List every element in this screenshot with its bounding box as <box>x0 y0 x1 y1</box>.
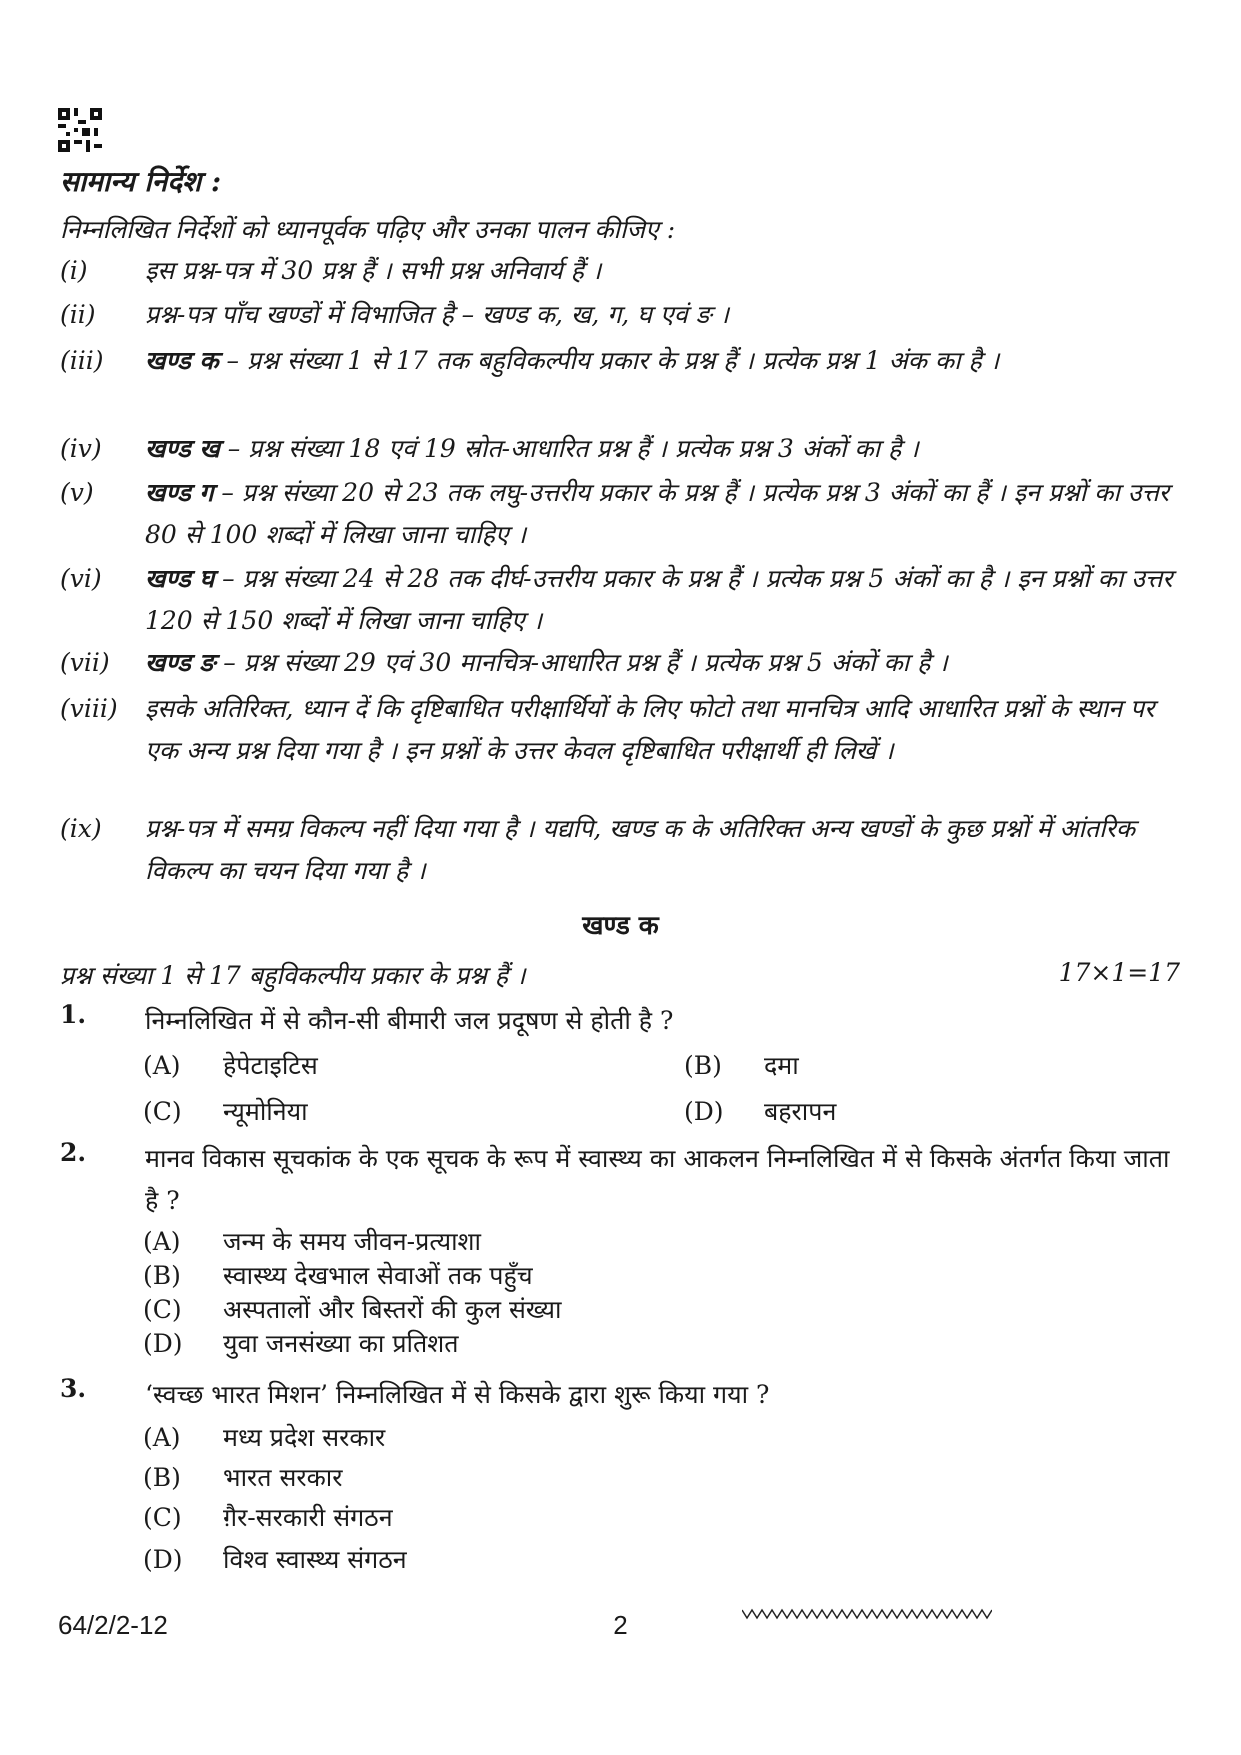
question-3-option-d: (D) विश्व स्वास्थ्य संगठन <box>143 1545 407 1574</box>
instruction-item: (ii) प्रश्न-पत्र पाँच खण्डों में विभाजित है – खण्ड क, ख, ग, घ एवं ङ । <box>60 300 729 329</box>
question-2-option-b: (B) स्वास्थ्य देखभाल सेवाओं तक पहुँच <box>143 1261 533 1290</box>
question-2: 2. मानव विकास सूचकांक के एक सूचक के रूप में स्वास्थ्य का आकलन निम्नलिखित में से किसके अंतर्गत किया जाता है ? <box>60 1138 1170 1215</box>
instruction-item: (v) खण्ड ग – प्रश्न संख्या 20 से 23 तक लघु-उत्तरीय प्रकार के प्रश्न हैं । प्रत्येक प्रश्न 3 अंकों का हैं । इन प्रश्नों का उत्तर 80 से 100 शब्दों में लिखा जाना चाहिए । <box>60 478 1169 549</box>
question-2-option-a: (A) जन्म के समय जीवन-प्रत्याशा <box>143 1227 482 1256</box>
question-3-option-a: (A) मध्य प्रदेश सरकार <box>143 1423 386 1452</box>
instruction-item: (iii) खण्ड क – प्रश्न संख्या 1 से 17 तक बहुविकल्पीय प्रकार के प्रश्न हैं । प्रत्येक प्रश्न 1 अंक का है । <box>60 346 1000 375</box>
instruction-item: (viii) इसके अतिरिक्त, ध्यान दें कि दृष्टिबाधित परीक्षार्थियों के लिए फोटो तथा मानचित्र आदि आधारित प्रश्नों के स्थान पर एक अन्य प्रश्न दिया गया है । इन प्रश्नों के उत्तर केवल दृष्टिबाधित परीक्षार्थी ही लिखें । <box>60 694 1155 765</box>
section-label: खण्ड ङ <box>145 648 216 677</box>
section-label: खण्ड ग <box>145 478 214 507</box>
question-2-option-c: (C) अस्पतालों और बिस्तरों की कुल संख्या <box>143 1295 562 1324</box>
instruction-item: (vi) खण्ड घ – प्रश्न संख्या 24 से 28 तक दीर्घ-उत्तरीय प्रकार के प्रश्न हैं । प्रत्येक प्रश्न 5 अंकों का है । इन प्रश्नों का उत्तर 120 से 150 शब्दों में लिखा जाना चाहिए । <box>60 564 1173 635</box>
section-label: खण्ड ख <box>145 434 220 463</box>
qr-code-icon <box>58 108 102 152</box>
wavy-line-icon <box>742 1606 992 1622</box>
question-1-option-c: (C) न्यूमोनिया <box>143 1097 308 1126</box>
instruction-item: (i) इस प्रश्न-पत्र में 30 प्रश्न हैं । सभी प्रश्न अनिवार्य हैं । <box>60 256 602 285</box>
paper-code: 64/2/2-12 <box>58 1610 168 1640</box>
section-title: खण्ड क <box>582 911 659 941</box>
page-number: 2 <box>613 1610 628 1640</box>
instruction-item: (iv) खण्ड ख – प्रश्न संख्या 18 एवं 19 स्रोत-आधारित प्रश्न हैं । प्रत्येक प्रश्न 3 अंकों का है । <box>60 434 919 463</box>
question-1: 1. निम्नलिखित में से कौन-सी बीमारी जल प्रदूषण से होती है ? <box>60 1000 674 1035</box>
instruction-item: (vii) खण्ड ङ – प्रश्न संख्या 29 एवं 30 मानचित्र-आधारित प्रश्न हैं । प्रत्येक प्रश्न 5 अंकों का है । <box>60 648 948 677</box>
section-label: खण्ड क <box>145 346 219 375</box>
question-2-option-d: (D) युवा जनसंख्या का प्रतिशत <box>143 1329 459 1358</box>
instructions-intro: निम्नलिखित निर्देशों को ध्यानपूर्वक पढ़िए और उनका पालन कीजिए : <box>60 215 676 244</box>
question-1-option-b: (B) दमा <box>684 1051 799 1080</box>
general-instructions-heading: सामान्य निर्देश : <box>60 165 222 198</box>
question-1-option-a: (A) हेपेटाइटिस <box>143 1051 318 1080</box>
section-label: खण्ड घ <box>145 564 215 593</box>
question-3-option-c: (C) ग़ैर-सरकारी संगठन <box>143 1503 393 1532</box>
section-marks: 17×1=17 <box>1058 958 1180 987</box>
question-1-option-d: (D) बहरापन <box>684 1097 837 1126</box>
question-3-option-b: (B) भारत सरकार <box>143 1463 343 1492</box>
instruction-item: (ix) प्रश्न-पत्र में समग्र विकल्प नहीं दिया गया है । यद्यपि, खण्ड क के अतिरिक्त अन्य खण्डों के कुछ प्रश्नों में आंतरिक विकल्प का चयन दिया गया है । <box>60 814 1136 885</box>
section-description: प्रश्न संख्या 1 से 17 बहुविकल्पीय प्रकार के प्रश्न हैं । 17×1=17 <box>60 958 1180 990</box>
question-3: 3. ‘स्वच्छ भारत मिशन’ निम्नलिखित में से किसके द्वारा शुरू किया गया ? <box>60 1374 770 1409</box>
